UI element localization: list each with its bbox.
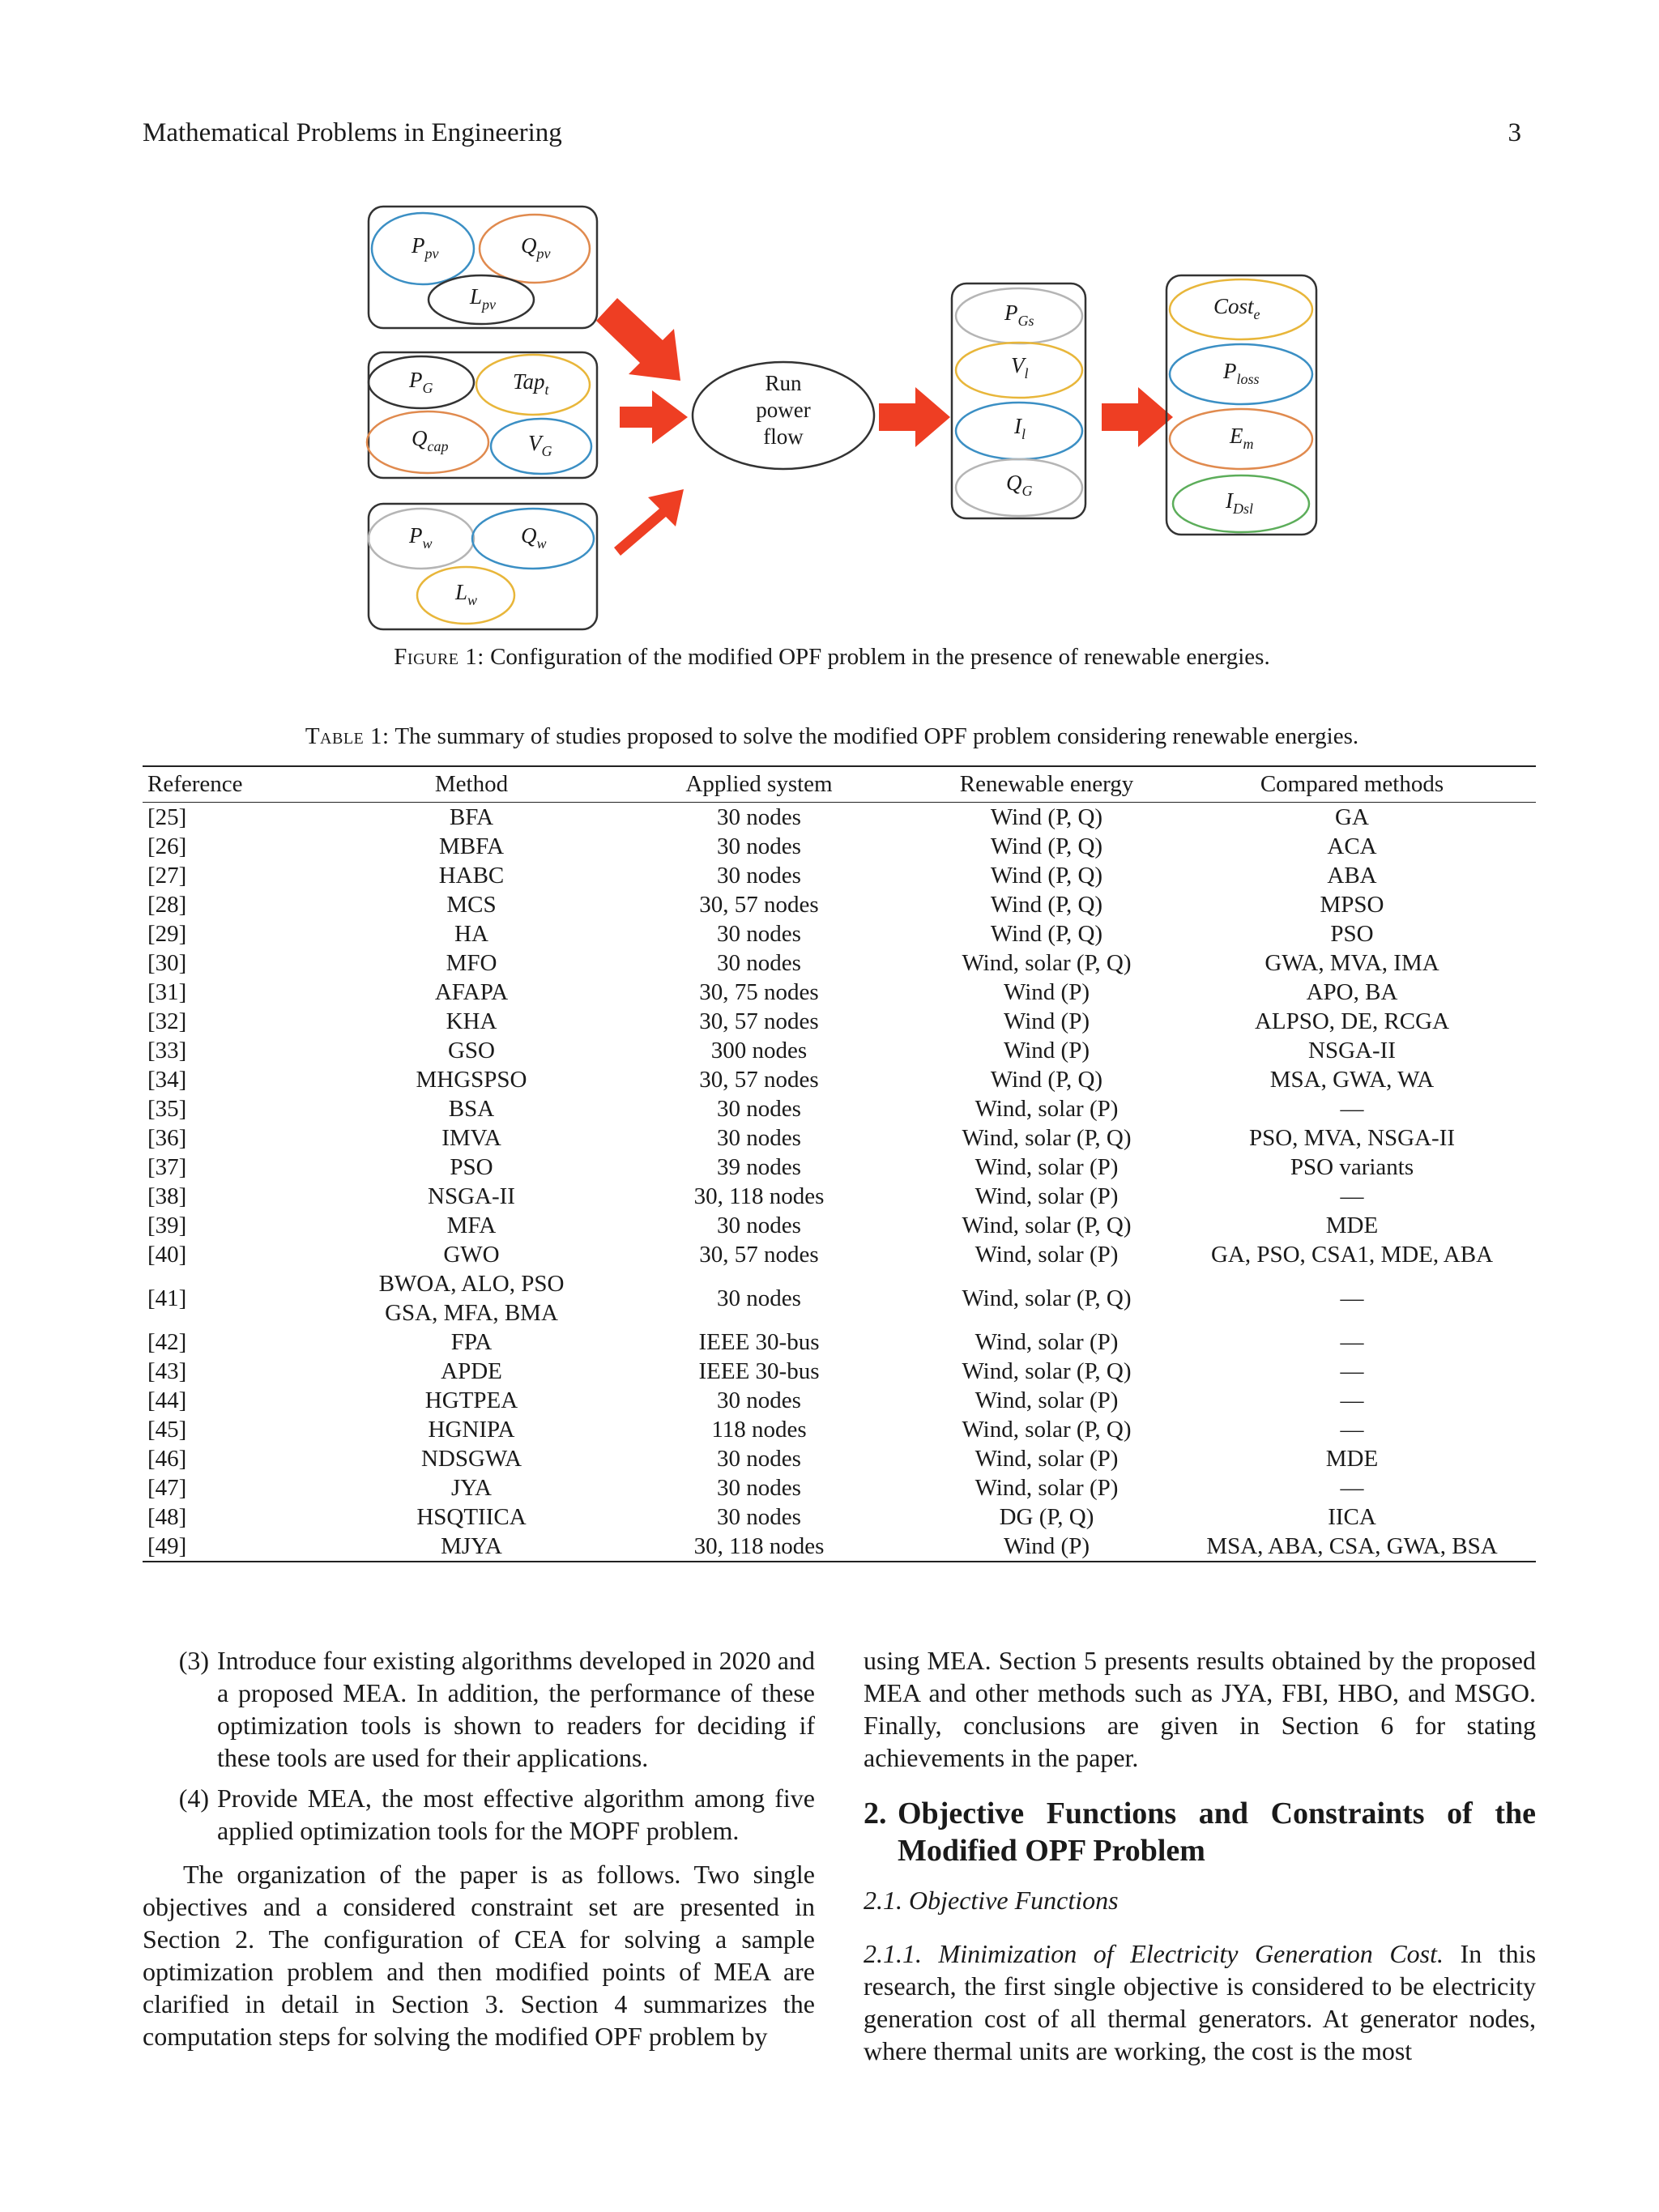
list-item (143, 1644, 815, 1774)
table-cell: MDE (1325, 1446, 1379, 1472)
table-cell: [48] (147, 1504, 187, 1530)
table-cell: 30 nodes (717, 1475, 801, 1501)
list-number: (4) (178, 1784, 209, 1813)
table-cell: APDE (441, 1358, 502, 1384)
table-cell: MBFA (438, 833, 505, 859)
table-cell: 30, 57 nodes (699, 1008, 819, 1034)
table-row (143, 1007, 1536, 1036)
subsection-heading: 2.1. Objective Functions (864, 1886, 1119, 1915)
q-pv-label: $Q_{pv}$ (521, 233, 551, 262)
body-paragraph: The organization of the paper is as follows. Two single objectives and a considered constraint set are presented in Section 2. The configuration of CEA for solving a sample optimization problem and then modified points of MEA are clarified in detail in Section 3. Section 4 summarizes the computation steps for solving the modified OPF problem by (143, 1860, 815, 2051)
table-cell: FPA (450, 1329, 493, 1355)
table-cell: 30 nodes (717, 1446, 801, 1472)
table-cell: 30 nodes (717, 833, 801, 859)
table-cell: GWO (443, 1242, 500, 1268)
figure-caption-text: Configuration of the modified OPF problem in the presence of renewable energies. (490, 644, 1270, 670)
table-cell: — (1340, 1329, 1364, 1355)
q-w-label: $Q_w$ (521, 523, 547, 552)
table-cell: Wind, solar (P, Q) (962, 950, 1132, 976)
table-row (143, 1094, 1536, 1123)
run-label: Run (765, 371, 802, 395)
table-cell: MHGSPSO (416, 1067, 527, 1093)
cost-e-label: Cost$_e$ (1213, 294, 1260, 322)
table-cell: MFO (446, 950, 497, 976)
table-cell: [32] (147, 1008, 187, 1034)
table-cell: [44] (147, 1387, 187, 1413)
table-cell: Wind, solar (P) (975, 1329, 1119, 1355)
table-cell: GWA, MVA, IMA (1265, 950, 1439, 976)
table-cell: PSO, MVA, NSGA-II (1248, 1125, 1456, 1151)
tap-t-label: Tap$_t$ (513, 369, 549, 398)
table-cell: 30 nodes (717, 1504, 801, 1530)
table-cell: [30] (147, 950, 187, 976)
table-cell: 30 nodes (717, 921, 801, 947)
table-cell: PSO variants (1290, 1154, 1414, 1180)
right-column (864, 1644, 1536, 2067)
i-dsl-label: $I_{Dsl}$ (1226, 488, 1254, 517)
table-cell: [28] (147, 892, 187, 918)
table-cell: 39 nodes (717, 1154, 801, 1180)
table-cell: [29] (147, 921, 187, 947)
column-header: Applied system (593, 766, 925, 803)
table-cell: [40] (147, 1242, 187, 1268)
table-cell: 30, 118 nodes (593, 1532, 925, 1562)
table-row (143, 1182, 1536, 1211)
arrow-icon (620, 390, 688, 444)
table-cell: JYA (451, 1475, 492, 1501)
table-row (143, 1211, 1536, 1240)
table-cell: DG (P, Q) (999, 1504, 1094, 1530)
table-cell: 30, 57 nodes (699, 892, 819, 918)
table-row (143, 1444, 1536, 1473)
arrow-icon (879, 387, 950, 447)
table-cell: Wind (P, Q) (990, 1067, 1103, 1093)
column-header: Renewable energy (925, 766, 1168, 803)
table-cell: HABC (438, 863, 505, 889)
section-title: Objective Functions and Constraints of the Modified OPF Problem (898, 1796, 1536, 1868)
arrow-icon (614, 489, 684, 556)
table-cell: [46] (147, 1446, 187, 1472)
table-cell: [31] (147, 979, 187, 1005)
table-cell: Wind (P) (1004, 1008, 1090, 1034)
table-cell: Wind (P, Q) (990, 833, 1103, 859)
table-cell: ACA (1327, 833, 1377, 859)
table-cell: NSGA-II (1308, 1038, 1396, 1063)
opf-configuration-figure (356, 202, 1337, 640)
left-column (143, 1644, 815, 2078)
table-cell: 30 nodes (717, 804, 801, 830)
figure-caption (143, 644, 1521, 671)
l-pv-label: $L_{pv}$ (470, 284, 497, 313)
running-head (143, 118, 1521, 151)
table-cell: [43] (147, 1358, 187, 1384)
table-cell: MCS (446, 892, 497, 918)
table-cell: Wind, solar (P, Q) (962, 1417, 1132, 1443)
table-cell: MSA, GWA, WA (1269, 1067, 1435, 1093)
table-cell: Wind, solar (P) (975, 1387, 1119, 1413)
table-caption-text: The summary of studies proposed to solve the modified OPF problem considering renewable energies. (394, 723, 1359, 749)
table-cell: [34] (147, 1067, 187, 1093)
table-cell: Wind, solar (P, Q) (962, 1285, 1132, 1311)
body-paragraph: using MEA. Section 5 presents results obtained by the proposed MEA and other methods such as JYA, FBI, HBO, and MSGO. Finally, conclusions are given in Section 6 for stating achievements in the paper. (864, 1646, 1536, 1772)
table-cell: HGTPEA (424, 1387, 518, 1413)
table-row (143, 832, 1536, 861)
table-cell: IMVA (441, 1125, 501, 1151)
list-item (143, 1782, 815, 1847)
table-cell: GSO (447, 1038, 495, 1063)
table-cell: Wind, solar (P) (975, 1242, 1119, 1268)
table-cell: [45] (147, 1417, 187, 1443)
table-cell: 30, 75 nodes (699, 979, 819, 1005)
table-cell: Wind, solar (P, Q) (962, 1125, 1132, 1151)
v-l-label: $V_l$ (1011, 353, 1029, 381)
table-cell: 30, 57 nodes (699, 1242, 819, 1268)
table-cell: IEEE 30-bus (698, 1329, 820, 1355)
table-cell: IEEE 30-bus (698, 1358, 820, 1384)
journal-title: Mathematical Problems in Engineering (143, 118, 562, 147)
i-l-label: $I_l$ (1014, 414, 1026, 442)
section-number: 2. (864, 1796, 887, 1831)
table-cell: [33] (147, 1038, 187, 1063)
table-cell: [38] (147, 1183, 187, 1209)
table-cell: Wind (P, Q) (990, 804, 1103, 830)
table-row (143, 1357, 1536, 1386)
table-cell: — (1340, 1183, 1364, 1209)
table-cell: [42] (147, 1329, 187, 1355)
table-cell: AFAPA (434, 979, 509, 1005)
table-cell: — (1340, 1096, 1364, 1122)
table-cell: Wind (P, Q) (990, 892, 1103, 918)
table-cell: PSO (450, 1154, 493, 1180)
table-cell: Wind, solar (P, Q) (962, 1358, 1132, 1384)
page-number: 3 (1508, 118, 1521, 147)
list-number: (3) (178, 1646, 209, 1675)
table-cell: BSA (448, 1096, 495, 1122)
table-cell: GA, PSO, CSA1, MDE, ABA (1210, 1242, 1494, 1268)
table-row (143, 1269, 1536, 1328)
table-row (143, 1328, 1536, 1357)
table-row (143, 978, 1536, 1007)
table-cell: GA (1335, 804, 1369, 830)
table-cell: Wind (P, Q) (990, 863, 1103, 889)
table-cell: 300 nodes (710, 1038, 808, 1063)
table-cell: ALPSO, DE, RCGA (1254, 1008, 1450, 1034)
q-g-label: $Q_G$ (1006, 471, 1033, 499)
table-cell: Wind (P) (1004, 1038, 1090, 1063)
table-cell: 30, 57 nodes (699, 1067, 819, 1093)
arrow-icon (1102, 387, 1173, 447)
table-cell: IICA (1328, 1504, 1376, 1530)
table-cell: [49] (143, 1532, 350, 1562)
table-cell: 30 nodes (717, 1096, 801, 1122)
e-m-label: $E_m$ (1230, 424, 1254, 452)
table-row (143, 890, 1536, 919)
list-text: Introduce four existing algorithms developed in 2020 and a proposed MEA. In addition, the performance of these optimization tools is shown to readers for deciding if these tools are used for their applications. (217, 1646, 815, 1772)
table-cell: Wind (P, Q) (990, 921, 1103, 947)
table-row (143, 948, 1536, 978)
table-row (143, 919, 1536, 948)
table-cell: MFA (446, 1213, 497, 1238)
table-cell: — (1340, 1417, 1364, 1443)
table-row (143, 1240, 1536, 1269)
section-heading (864, 1795, 1536, 1869)
column-header: Compared methods (1168, 766, 1536, 803)
table-cell: Wind (P) (925, 1532, 1168, 1562)
table-cell: HA (454, 921, 488, 947)
p-pv-label: $P_{pv}$ (412, 233, 439, 262)
table-cell: [36] (147, 1125, 187, 1151)
table-cell: — (1340, 1475, 1364, 1501)
table-cell: [37] (147, 1154, 187, 1180)
table-cell: 30 nodes (717, 1125, 801, 1151)
table-cell: MDE (1325, 1213, 1379, 1238)
l-w-label: $L_w$ (455, 580, 478, 608)
table-cell: 30 nodes (717, 863, 801, 889)
table-cell: MPSO (1320, 892, 1384, 918)
table-cell: — (1340, 1358, 1364, 1384)
table-cell: APO, BA (1306, 979, 1398, 1005)
table-cell: MJYA (350, 1532, 593, 1562)
p-loss-label: $P_{loss}$ (1223, 359, 1260, 387)
table-cell: [26] (147, 833, 187, 859)
table-cell: Wind, solar (P) (975, 1183, 1119, 1209)
table-row (143, 1532, 1536, 1562)
table-cell: — (1340, 1285, 1364, 1311)
table-row (143, 1153, 1536, 1182)
arrow-icon (596, 298, 680, 381)
figure-label: Figure 1: (394, 644, 484, 670)
table-row (143, 1123, 1536, 1153)
table-cell: 30 nodes (717, 1387, 801, 1413)
subsubsection-text: In this research, the first single objective is considered to be electricity generation cost of all thermal generators. At generator nodes, where thermal units are working, the cost is the most (864, 1939, 1537, 2065)
q-cap-label: $Q_{cap}$ (412, 426, 449, 454)
table-cell: NSGA-II (428, 1183, 515, 1209)
table-cell: BWOA, ALO, PSO GSA, MFA, BMA (378, 1271, 565, 1326)
table-cell: Wind, solar (P, Q) (962, 1213, 1132, 1238)
table-cell: [35] (147, 1096, 187, 1122)
table-label: Table 1: (305, 723, 390, 749)
table-cell: MSA, ABA, CSA, GWA, BSA (1168, 1532, 1536, 1562)
table-cell: ABA (1327, 863, 1377, 889)
table-cell: [25] (147, 804, 187, 830)
table-cell: BFA (449, 804, 494, 830)
table-cell: [27] (147, 863, 187, 889)
table-row (143, 861, 1536, 890)
table-cell: KHA (446, 1008, 497, 1034)
table-row (143, 1415, 1536, 1444)
table-cell: HGNIPA (428, 1417, 515, 1443)
power-label: power (756, 398, 811, 422)
column-header: Method (350, 766, 593, 803)
table-cell: 118 nodes (711, 1417, 807, 1443)
table-cell: Wind, solar (P) (975, 1475, 1119, 1501)
p-w-label: $P_w$ (409, 523, 433, 552)
table-row (143, 1065, 1536, 1094)
subsubsection-paragraph (864, 1937, 1536, 2067)
table-cell: Wind, solar (P) (975, 1154, 1119, 1180)
p-gs-label: $P_{Gs}$ (1004, 300, 1034, 329)
table-row (143, 1036, 1536, 1065)
table-header-row (143, 766, 1536, 803)
p-g-label: $P_G$ (409, 368, 433, 396)
table-cell: 30 nodes (717, 950, 801, 976)
column-header: Reference (143, 766, 350, 803)
flow-label: flow (763, 424, 804, 449)
table-cell: HSQTIICA (416, 1504, 527, 1530)
table-cell: Wind, solar (P) (975, 1446, 1119, 1472)
table-cell: [41] (147, 1285, 187, 1311)
table-cell: PSO (1330, 921, 1374, 947)
summary-table (143, 765, 1536, 1562)
table-row (143, 1473, 1536, 1502)
table-row (143, 803, 1536, 833)
subsubsection-title: 2.1.1. Minimization of Electricity Generation Cost. (864, 1939, 1444, 1968)
v-g-label: $V_G$ (528, 431, 552, 459)
table-cell: 30 nodes (717, 1213, 801, 1238)
table-caption (143, 723, 1521, 750)
table-cell: 30 nodes (717, 1285, 801, 1311)
table-row (143, 1502, 1536, 1532)
table-cell: — (1340, 1387, 1364, 1413)
table-cell: NDSGWA (420, 1446, 522, 1472)
table-cell: 30, 118 nodes (693, 1183, 825, 1209)
list-text: Provide MEA, the most effective algorithm among five applied optimization tools for the MOPF problem. (217, 1784, 815, 1845)
table-cell: Wind, solar (P) (975, 1096, 1119, 1122)
table-cell: [39] (147, 1213, 187, 1238)
table-row (143, 1386, 1536, 1415)
table-cell: [47] (147, 1475, 187, 1501)
table-cell: Wind (P) (1004, 979, 1090, 1005)
